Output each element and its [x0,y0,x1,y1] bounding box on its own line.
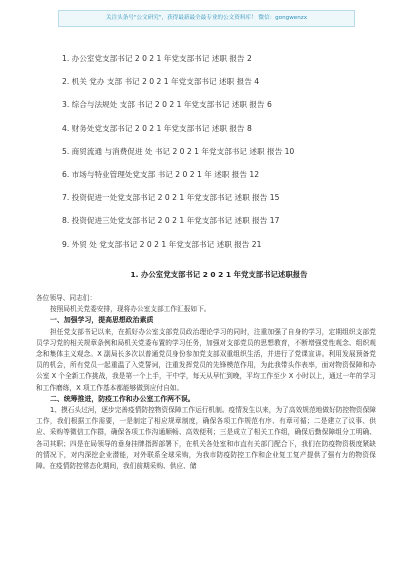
greeting: 各位领导、同志们： [36,294,97,302]
heading-2: 二、统筹推进，防疫工作和办公室工作两不误。 [50,394,195,403]
table-of-contents [62,54,382,263]
header-banner: 关注头条号"公文研究"，获得最新最全最专业的公文资料库！ 微信：gongwenzx [58,10,355,27]
heading-1: 一、加强学习，提高思想政治素质 [50,316,154,325]
toc-item[interactable]: 2. 机关 党办 支部 书记 2 0 2 1 年党支部书记 述职 报告 4 [62,77,260,87]
paragraph-2: 1、摸石头过河，逐步完善疫情防控物资保障工作运行机制。疫情发生以来，为了高效规范地做好防控物资保障工作，我们根据工作需要，一是制定了相应规章制度，确保各项工作规范有序、有章可循；二是建立了议事、供应、采购等微信工作群，确保各项工作沟通顺畅、高效便利；三是成立了相关工作组，确保后勤保障组分工明确、各司其职；四是在局领导的垂身挂牌指挥部署下，在机关各处室和市直有关部门配合下，我们在防疫物资极度紧缺的情况下，对内深挖企业潜能，对外联系全球采购，为我市防疫防控工作和企业复工复产提供了强有力的物资保障。在疫情防控常态化期间，我们前期采购、供应、储 [36,406,376,471]
toc-item[interactable]: 8. 投资促进三处党支部书记 2 0 2 1 年党支部书记 述职 报告 17 [62,216,280,226]
toc-item[interactable]: 6. 市场与特业管理处党支部 书记 2 0 2 1 年 述职 报告 12 [62,169,260,179]
toc-item[interactable]: 9. 外贸 处 党支部书记 2 0 2 1 年党支部书记 述职 报告 21 [62,239,262,249]
toc-item[interactable]: 7. 投资促进一处党支部书记 2 0 2 1 年党支部书记 述职 报告 15 [62,193,280,203]
paragraph-1: 担任党支部书记以来，在抓好办公室支部党员政治理论学习的同时，注重加强了自身的学习，定期组织支部党员学习党的相关规章条例和局机关党委布置的学习任务，加强对支部党员的思想教育，不断增强党性观念、组织观念和集体主义观念。X 副局长多次以普通党员身份参加党支部双重组织生活，并进行了党课宣讲。利用发展预备党员的机会，所有党员一起重温了入党誓词，注重发挥党员的先锋模范作用，为此我带头作表率，面对物资保障和办公室 X 个全新工作挑战，我是第一个上手，干中学，每天从早忙到晚，平均工作至少 X 小时以上，通过一年的学习和工作磨练，X 项工作基本都能够做到应付自如。 [36,327,376,392]
toc-item[interactable]: 3. 综合与法规处 支部 书记 2 0 2 1 年党支部书记 述职 报告 6 [62,100,272,110]
section-body [36,270,376,472]
toc-item[interactable]: 1. 办公室党支部书记 2 0 2 1 年党支部书记 述职 报告 2 [62,54,252,63]
toc-item[interactable]: 5. 商贸流通 与消费促进 处 书记 2 0 2 1 年党支部书记 述职 报告 10 [62,146,295,156]
intro-paragraph: 按照局机关党委安排，现将办公室支部工作汇报如下。 [50,305,211,314]
section-title: 1. 办公室党支部书记 2 0 2 1 年党支部书记述职报告 [130,270,308,279]
toc-item[interactable]: 4. 财务处党支部书记 2 0 2 1 年党支部书记 述职 报告 8 [62,123,252,133]
